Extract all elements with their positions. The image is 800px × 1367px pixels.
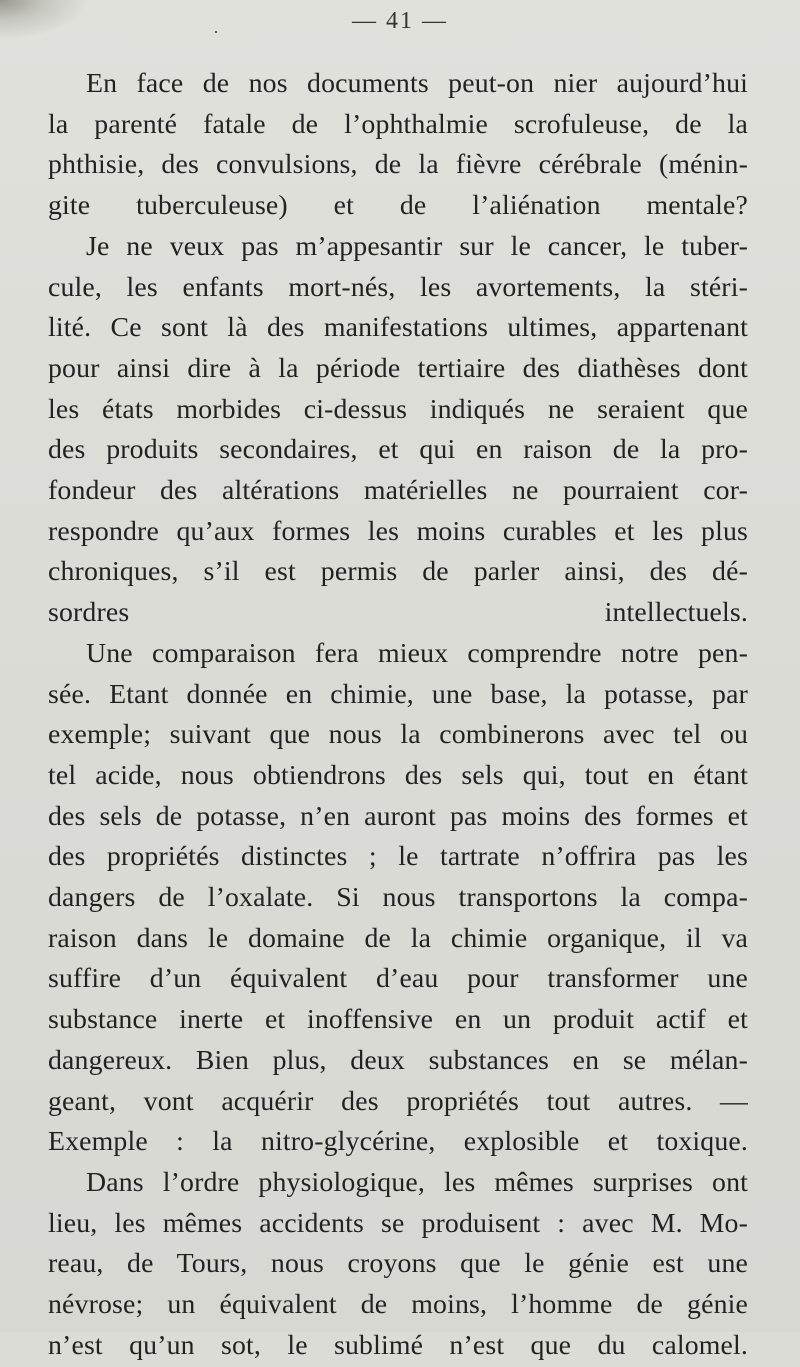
text-line: En face de nos documents peut-on nier aujourd’hui — [86, 68, 748, 99]
text-line: sée. Etant donnée en chimie, une base, la potasse, par — [48, 678, 748, 710]
text-line: dangers de l’oxalate. Si nous transportons la compa- — [48, 882, 748, 914]
text-line: substance inerte et inoffensive en un produit actif et — [48, 1004, 748, 1036]
text-line: Je ne veux pas m’appesantir sur le cancer, le tuber- — [86, 230, 748, 262]
text-line: n’est qu’un sot, le sublimé n’est que du calomel. — [48, 1329, 748, 1361]
text-line: les états morbides ci-dessus indiqués ne seraient que — [48, 393, 748, 425]
text-line: des propriétés distinctes ; le tartrate n’offrira pas les — [48, 841, 748, 873]
text-line: la parenté fatale de l’ophthalmie scrofuleuse, de la — [48, 108, 748, 140]
text-line: phthisie, des convulsions, de la fièvre cérébrale (ménin- — [48, 149, 748, 181]
text-line: respondre qu’aux formes les moins curables et les plus — [48, 515, 748, 547]
paragraph-1 — [48, 64, 748, 227]
text-line: suffire d’un équivalent d’eau pour transformer une — [48, 963, 748, 995]
text-line: lité. Ce sont là des manifestations ultimes, appartenant — [48, 312, 748, 344]
text-line: reau, de Tours, nous croyons que le génie est une — [48, 1248, 748, 1280]
text-line: tel acide, nous obtiendrons des sels qui, tout en étant — [48, 759, 748, 791]
text-line: geant, vont acquérir des propriétés tout autres. — — [48, 1085, 748, 1117]
body-text — [48, 64, 748, 1367]
text-line: sordres intellectuels. — [48, 597, 748, 629]
text-line: chroniques, s’il est permis de parler ainsi, des dé- — [48, 556, 748, 588]
text-line: lieu, les mêmes accidents se produisent : avec M. Mo- — [48, 1207, 748, 1239]
text-line: raison dans le domaine de la chimie organique, il va — [48, 922, 748, 954]
paragraph-3 — [48, 634, 748, 1163]
paragraph-2 — [48, 227, 748, 634]
text-line: Dans l’ordre physiologique, les mêmes surprises ont — [86, 1166, 748, 1198]
paragraph-4 — [48, 1163, 748, 1367]
text-line: pour ainsi dire à la période tertiaire des diathèses dont — [48, 352, 748, 384]
page-number: — 41 — — [352, 8, 448, 34]
text-line: Exemple : la nitro-glycérine, explosible et toxique. — [48, 1126, 748, 1158]
text-line: gite tuberculeuse) et de l’aliénation mentale? — [48, 190, 748, 222]
text-line: dangereux. Bien plus, deux substances en se mélan- — [48, 1044, 748, 1076]
text-line: cule, les enfants mort-nés, les avortements, la stéri- — [48, 271, 748, 303]
text-line: fondeur des altérations matérielles ne pourraient cor- — [48, 475, 748, 507]
text-line: Une comparaison fera mieux comprendre notre pen- — [86, 637, 748, 669]
text-line: des sels de potasse, n’en auront pas moins des formes et — [48, 800, 748, 832]
text-line: des produits secondaires, et qui en raison de la pro- — [48, 434, 748, 466]
text-line: névrose; un équivalent de moins, l’homme de génie — [48, 1289, 748, 1321]
text-line: exemple; suivant que nous la combinerons avec tel ou — [48, 719, 748, 751]
stray-dot: · — [213, 22, 219, 42]
